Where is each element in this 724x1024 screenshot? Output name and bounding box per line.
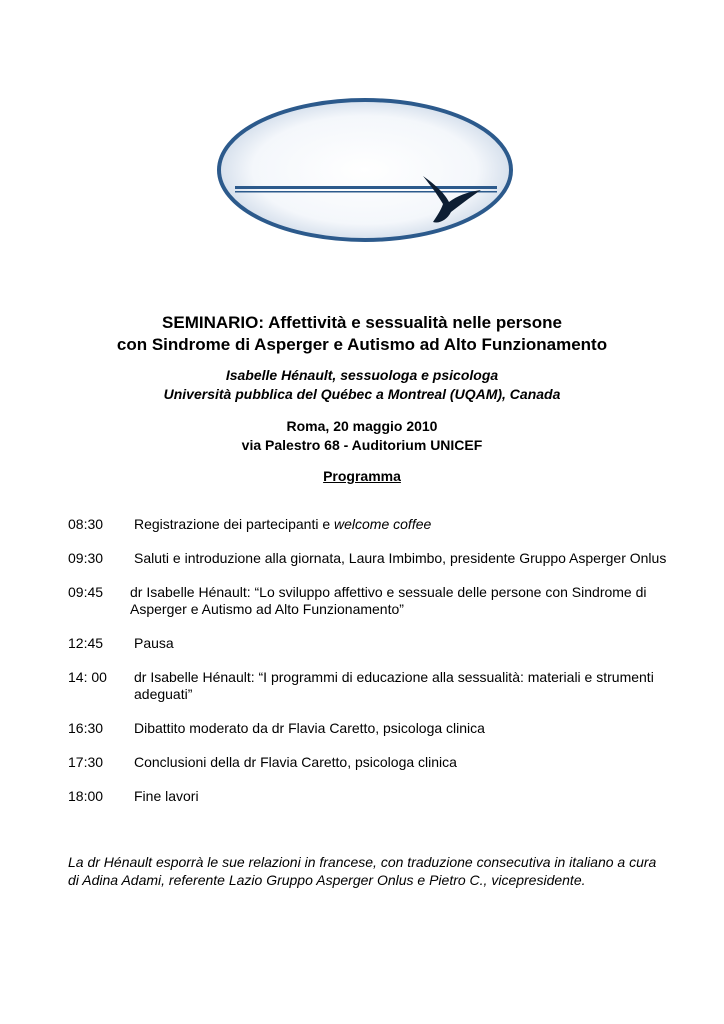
agenda-time: 18:00	[68, 788, 104, 804]
agenda-desc: Fine lavori	[134, 788, 199, 804]
agenda-desc: dr Isabelle Hénault: “Lo sviluppo affettivo e sessuale delle persone con Sindrome di Asperger e Autismo ad Alto Funzionamento”	[130, 584, 647, 617]
agenda-list	[68, 516, 668, 805]
program-heading: Programma	[323, 468, 401, 484]
agenda-item	[68, 584, 668, 618]
agenda-time: 12:45	[68, 635, 104, 651]
agenda-time: 09:45	[68, 584, 104, 600]
agenda-desc: Pausa	[134, 635, 174, 651]
agenda-time: 08:30	[68, 516, 104, 532]
agenda-item	[68, 516, 668, 533]
agenda-item	[68, 635, 668, 652]
agenda-desc: Dibattito moderato da dr Flavia Caretto, psicologa clinica	[134, 720, 485, 736]
seminar-title: SEMINARIO: Affettività e sessualità nelle persone con Sindrome di Asperger e Autismo ad Alto Funzionamento	[116, 313, 608, 354]
translation-note: La dr Hénault esporrà le sue relazioni in francese, con traduzione consecutiva in italiano a cura di Adina Adami, referente Lazio Gruppo Asperger Onlus e Pietro C., vicepresidente.	[68, 854, 657, 888]
agenda-item	[68, 550, 668, 567]
agenda-item	[68, 720, 668, 737]
agenda-item	[68, 788, 668, 805]
venue-info: Roma, 20 maggio 2010 via Palestro 68 - Auditorium UNICEF	[241, 418, 483, 453]
agenda-time: 16:30	[68, 720, 104, 736]
agenda-desc: Saluti e introduzione alla giornata, Laura Imbimbo, presidente Gruppo Asperger Onlus	[134, 550, 667, 566]
agenda-item	[68, 754, 668, 771]
agenda-time: 17:30	[68, 754, 104, 770]
agenda-desc: Conclusioni della dr Flavia Caretto, psicologa clinica	[134, 754, 457, 770]
agenda-time: 09:30	[68, 550, 104, 566]
agenda-desc: dr Isabelle Hénault: “I programmi di educazione alla sessualità: materiali e strumenti adeguati”	[134, 669, 654, 702]
agenda-time: 14: 00	[68, 669, 107, 685]
gruppo-asperger-logo	[205, 94, 525, 244]
speaker-info: Isabelle Hénault, sessuologa e psicologa Università pubblica del Québec a Montreal (UQAM), Canada	[163, 367, 561, 402]
agenda-desc: Registrazione dei partecipanti e welcome coffee	[134, 516, 432, 532]
agenda-item	[68, 669, 668, 703]
